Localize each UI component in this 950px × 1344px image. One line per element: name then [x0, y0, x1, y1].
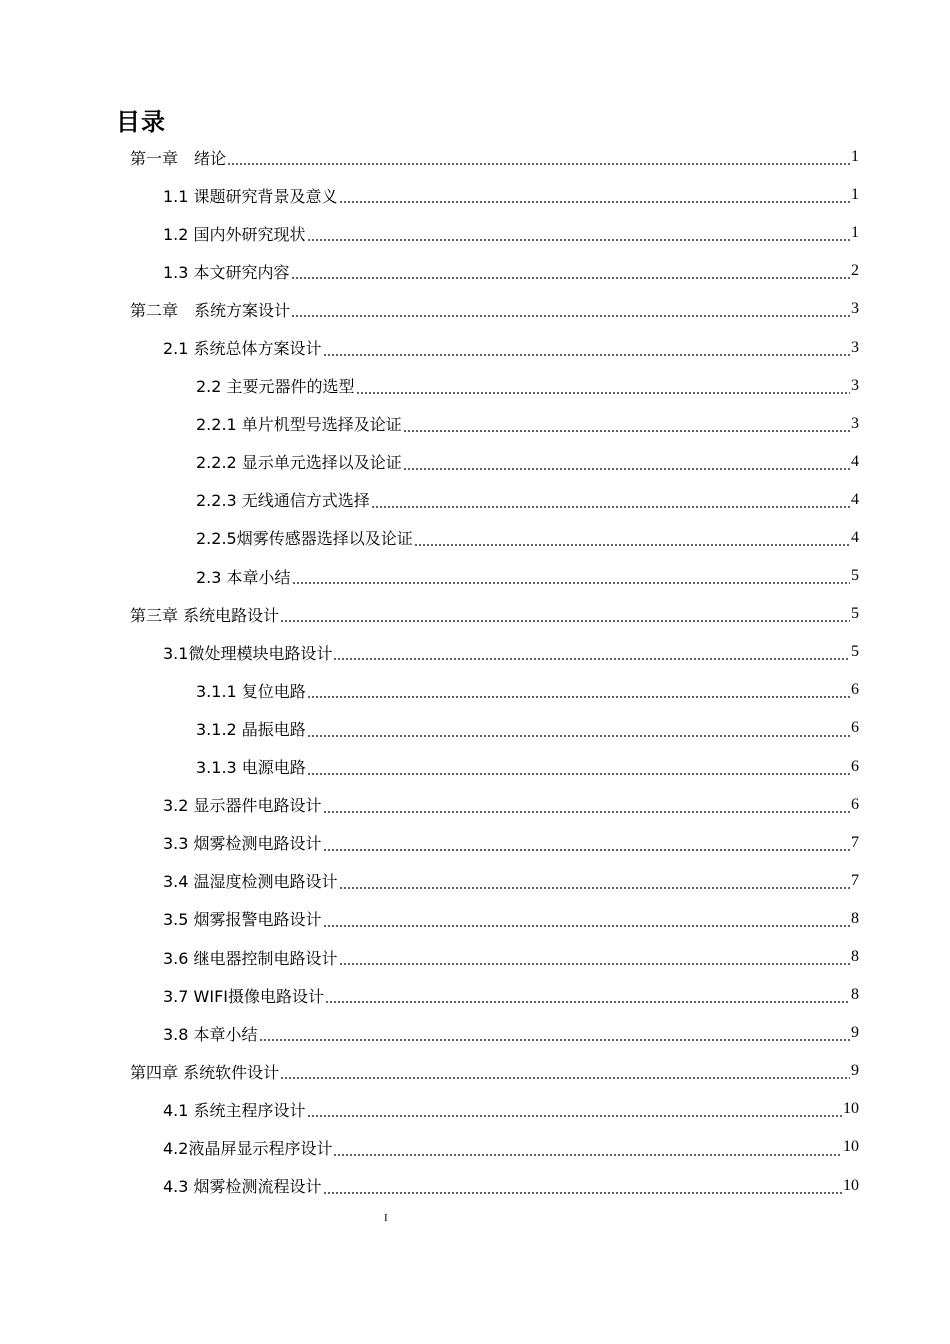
toc-entry-label: 第二章 系统方案设计 — [130, 300, 291, 320]
toc-entry-page-number: 5 — [851, 567, 859, 585]
toc-entry-label: 1.2 国内外研究现状 — [163, 224, 306, 244]
toc-entry-page-number: 2 — [851, 262, 859, 280]
dot-leader — [259, 1039, 850, 1041]
toc-entry-label: 2.2.1 单片机型号选择及论证 — [196, 415, 402, 435]
dot-leader — [323, 849, 850, 851]
toc-entry-label: 3.1.2 晶振电路 — [196, 719, 306, 739]
toc-entry[interactable] — [0, 938, 950, 976]
toc-entry-label: 第一章 绪论 — [130, 148, 227, 168]
dot-leader — [323, 925, 850, 927]
toc-entry[interactable] — [0, 900, 950, 938]
toc-entry-page-number: 3 — [851, 376, 859, 394]
toc-entry-label: 第四章 系统软件设计 — [130, 1062, 280, 1082]
toc-entry[interactable] — [0, 824, 950, 862]
dot-leader — [371, 506, 850, 508]
dot-leader — [292, 582, 850, 584]
toc-list — [0, 138, 950, 1205]
toc-entry-page-number: 4 — [851, 528, 859, 546]
toc-entry[interactable] — [0, 481, 950, 519]
toc-entry-page-number: 6 — [851, 757, 859, 775]
toc-entry-label: 3.5 烟雾报警电路设计 — [163, 910, 322, 930]
dot-leader — [323, 811, 850, 813]
toc-entry-label: 2.1 系统总体方案设计 — [163, 339, 322, 359]
toc-entry-page-number: 1 — [851, 224, 859, 242]
toc-entry[interactable] — [0, 1128, 950, 1166]
toc-entry-page-number: 1 — [851, 186, 859, 204]
toc-entry-label: 4.1 系统主程序设计 — [163, 1100, 306, 1120]
toc-entry[interactable] — [0, 214, 950, 252]
toc-entry-page-number: 3 — [851, 414, 859, 432]
toc-entry-label: 第三章 系统电路设计 — [130, 605, 280, 625]
toc-entry-label: 2.2.5烟雾传感器选择以及论证 — [196, 529, 413, 549]
toc-entry-page-number: 9 — [851, 1062, 859, 1080]
dot-leader — [323, 1192, 842, 1194]
dot-leader — [333, 658, 850, 660]
toc-entry-label: 2.2.3 无线通信方式选择 — [196, 491, 370, 511]
toc-entry-page-number: 5 — [851, 605, 859, 623]
toc-entry-page-number: 9 — [851, 1024, 859, 1042]
toc-entry-page-number: 6 — [851, 719, 859, 737]
footer-page-number: I — [384, 1212, 388, 1224]
toc-entry-page-number: 7 — [851, 871, 859, 889]
toc-entry-label: 3.6 继电器控制电路设计 — [163, 948, 338, 968]
toc-entry-label: 1.3 本文研究内容 — [163, 262, 290, 282]
toc-entry[interactable] — [0, 138, 950, 176]
toc-entry[interactable] — [0, 1090, 950, 1128]
toc-entry[interactable] — [0, 519, 950, 557]
dot-leader — [280, 620, 850, 622]
toc-entry[interactable] — [0, 557, 950, 595]
toc-entry-label: 3.2 显示器件电路设计 — [163, 796, 322, 816]
toc-entry-label: 3.1.3 电源电路 — [196, 758, 306, 778]
toc-entry[interactable] — [0, 290, 950, 328]
dot-leader — [307, 1115, 842, 1117]
toc-entry[interactable] — [0, 443, 950, 481]
toc-entry-label: 3.1微处理模块电路设计 — [163, 643, 333, 663]
toc-entry-label: 3.4 温湿度检测电路设计 — [163, 872, 338, 892]
toc-entry[interactable] — [0, 405, 950, 443]
toc-entry[interactable] — [0, 671, 950, 709]
toc-entry[interactable] — [0, 252, 950, 290]
toc-entry[interactable] — [0, 862, 950, 900]
dot-leader — [414, 544, 850, 546]
toc-entry[interactable] — [0, 1167, 950, 1205]
toc-entry-label: 2.2.2 显示单元选择以及论证 — [196, 453, 402, 473]
toc-entry[interactable] — [0, 367, 950, 405]
toc-entry[interactable] — [0, 1052, 950, 1090]
toc-entry-page-number: 8 — [851, 948, 859, 966]
toc-entry[interactable] — [0, 1014, 950, 1052]
dot-leader — [291, 277, 850, 279]
toc-entry-page-number: 10 — [843, 1138, 859, 1156]
toc-entry-label: 3.1.1 复位电路 — [196, 681, 306, 701]
dot-leader — [307, 773, 850, 775]
dot-leader — [325, 1001, 850, 1003]
toc-entry[interactable] — [0, 748, 950, 786]
dot-leader — [307, 239, 850, 241]
toc-entry-label: 2.2 主要元器件的选型 — [196, 377, 355, 397]
toc-entry[interactable] — [0, 328, 950, 366]
toc-entry-label: 3.8 本章小结 — [163, 1024, 258, 1044]
toc-entry-page-number: 6 — [851, 681, 859, 699]
toc-entry[interactable] — [0, 595, 950, 633]
toc-entry-page-number: 8 — [851, 986, 859, 1004]
toc-entry-page-number: 4 — [851, 452, 859, 470]
toc-entry[interactable] — [0, 176, 950, 214]
toc-entry-page-number: 3 — [851, 300, 859, 318]
toc-entry-page-number: 1 — [851, 148, 859, 166]
dot-leader — [323, 354, 850, 356]
toc-entry-page-number: 10 — [843, 1100, 859, 1118]
dot-leader — [280, 1077, 850, 1079]
dot-leader — [339, 887, 850, 889]
toc-entry-page-number: 8 — [851, 909, 859, 927]
toc-entry-label: 3.7 WIFI摄像电路设计 — [163, 986, 324, 1006]
toc-entry-page-number: 5 — [851, 643, 859, 661]
toc-entry-page-number: 4 — [851, 490, 859, 508]
toc-entry-page-number: 3 — [851, 338, 859, 356]
dot-leader — [333, 1154, 842, 1156]
dot-leader — [291, 315, 850, 317]
toc-entry[interactable] — [0, 633, 950, 671]
toc-title: 目录 — [116, 108, 166, 136]
dot-leader — [403, 430, 850, 432]
toc-entry[interactable] — [0, 709, 950, 747]
dot-leader — [307, 696, 850, 698]
toc-entry-page-number: 10 — [843, 1176, 859, 1194]
toc-entry-page-number: 7 — [851, 833, 859, 851]
toc-entry[interactable] — [0, 976, 950, 1014]
toc-entry-label: 1.1 课题研究背景及意义 — [163, 186, 338, 206]
dot-leader — [339, 201, 850, 203]
toc-entry-label: 4.3 烟雾检测流程设计 — [163, 1177, 322, 1197]
toc-entry-label: 3.3 烟雾检测电路设计 — [163, 834, 322, 854]
dot-leader — [339, 963, 850, 965]
dot-leader — [356, 392, 850, 394]
toc-entry-label: 2.3 本章小结 — [196, 567, 291, 587]
toc-entry-label: 4.2液晶屏显示程序设计 — [163, 1138, 333, 1158]
toc-entry[interactable] — [0, 786, 950, 824]
dot-leader — [403, 468, 850, 470]
dot-leader — [307, 735, 850, 737]
toc-entry-page-number: 6 — [851, 795, 859, 813]
dot-leader — [227, 163, 850, 165]
